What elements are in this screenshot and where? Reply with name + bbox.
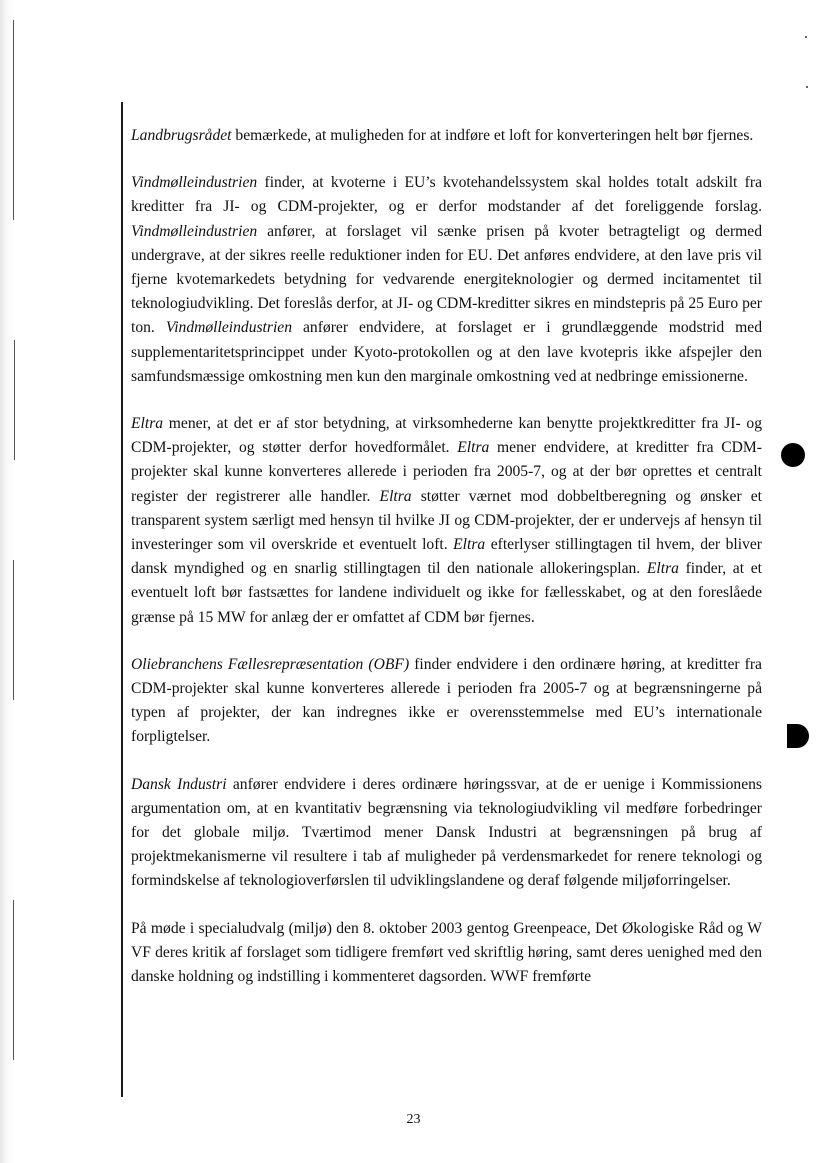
scan-edge-line [13, 20, 14, 220]
paragraph-eltra [131, 412, 762, 630]
scan-edge-line [13, 900, 14, 1060]
organization-name: Eltra [457, 439, 490, 457]
organization-name: Oliebranchens Fællesrepræsentation (OBF) [131, 655, 410, 673]
paragraph-text: mener endvidere, at kreditter fra CDM-projekter skal kunne konverteres allerede i perioden fra 2005-7, og at der bør oprettes et centralt register der registrerer alle handler. [131, 439, 762, 505]
scan-speck [805, 36, 807, 38]
paragraph-dansk-industri [131, 773, 762, 894]
organization-name: Vindmølleindustrien [131, 222, 258, 240]
paragraph-text: anfører endvidere, at forslaget er i grundlæggende modstrid med supplementaritetsprincippet under Kyoto-protokollen og at den lave kvotepris ikke afspejler den samfundsmæssige omkostning men kun den marginale omkostning ved at nedbringe emissionerne. [131, 319, 762, 385]
paragraph-vindmoelleindustrien [131, 171, 762, 389]
punch-hole [787, 724, 809, 748]
organization-name: Eltra [131, 415, 164, 433]
organization-name: Vindmølleindustrien [165, 319, 293, 337]
scan-speck [806, 86, 808, 88]
organization-name: Eltra [646, 560, 679, 578]
organization-name: Eltra [453, 536, 486, 554]
scan-edge-line [14, 340, 15, 460]
paragraph-text: finder, at kvoterne i EU’s kvotehandelssystem skal holdes totalt adskilt fra kreditter fra JI- og CDM-projekter, og er derfor modstander af det foreliggende forslag. [131, 174, 762, 216]
paragraph-specialudvalg [131, 917, 762, 990]
paragraph-text: På møde i specialudvalg (miljø) den 8. oktober 2003 gentog Greenpeace, Det Økologiske Råd og W VF deres kritik af forslaget som tidligere fremført ved skriftlig høring, samt deres uenighed med den danske holdning og indstilling i kommenteret dagsorden. WWF fremførte [131, 919, 762, 986]
organization-name: Landbrugsrådet [131, 127, 232, 144]
paragraph-text: finder, at et eventuelt loft bør fastsættes for landene individuelt og ikke for fællesskabet, og at den foreslåede grænse på 15 MW for anlæg der er omfattet af CDM bør fjernes. [131, 560, 762, 626]
organization-name: Vindmølleindustrien [131, 174, 258, 192]
paragraph-text: støtter værnet mod dobbeltberegning og ønsker et transparent system særligt med hensyn til hvilke JI og CDM-projekter, der er undervejs af hensyn til investeringer som vil overskride et eventuelt loft. [131, 487, 762, 554]
organization-name: Dansk Industri [131, 775, 227, 793]
paragraph-text: mener, at det er af stor betydning, at virksomhederne kan benytte projektkreditter fra JI- og CDM-projekter, og støtter derfor hovedformålet. [131, 415, 762, 457]
paragraph-obf [131, 653, 762, 750]
paragraph-text: finder endvidere i den ordinære høring, at kreditter fra CDM-projekter skal kunne konverteres allerede i perioden fra 2005-7 og at begrænsningerne på typen af projekter, der kan indregnes ikke er overensstemmelse med EU’s internationale forpligtelser. [131, 655, 762, 746]
document-body [131, 124, 762, 989]
scan-edge [0, 0, 14, 1163]
margin-bar [121, 102, 123, 1097]
paragraph-text: bemærkede, at muligheden for at indføre et loft for konverteringen helt bør fjernes. [231, 127, 754, 144]
paragraph-text: anfører endvidere i deres ordinære høringssvar, at de er uenige i Kommissionens argumentation om, at en kvantitativ begrænsning via teknologiudvikling vil medføre forbedringer for det globale miljø. Tværtimod mener Dansk Industri at begrænsningen på brug af projektmekanismerne vil resultere i tab af muligheder på verdensmarkedet for renere teknologi og formindskelse af teknologioverførslen til udviklingslandene og deraf følgende miljøforringelser. [131, 775, 762, 890]
paragraph-landbrugsraadet [131, 124, 762, 148]
punch-hole [781, 443, 805, 467]
organization-name: Eltra [379, 487, 412, 505]
page-number: 23 [406, 1112, 421, 1127]
paragraph-text: anfører, at forslaget vil sænke prisen på kvoter betragteligt og dermed undergrave, at der sikres reelle reduktioner inden for EU. Det anføres endvidere, at den lave pris vil fjerne kvotemarkedets betydning for vedvarende energiteknologier og dermed incitamentet til teknologiudvikling. Det foreslås derfor, at JI- og CDM-kreditter sikres en mindstepris på 25 Euro per ton. [131, 222, 762, 337]
scan-edge-line [13, 560, 14, 700]
paragraph-text: efterlyser stillingtagen til hvem, der bliver dansk myndighed og en snarlig stillingtagen til den nationale allokeringsplan. [131, 536, 762, 578]
